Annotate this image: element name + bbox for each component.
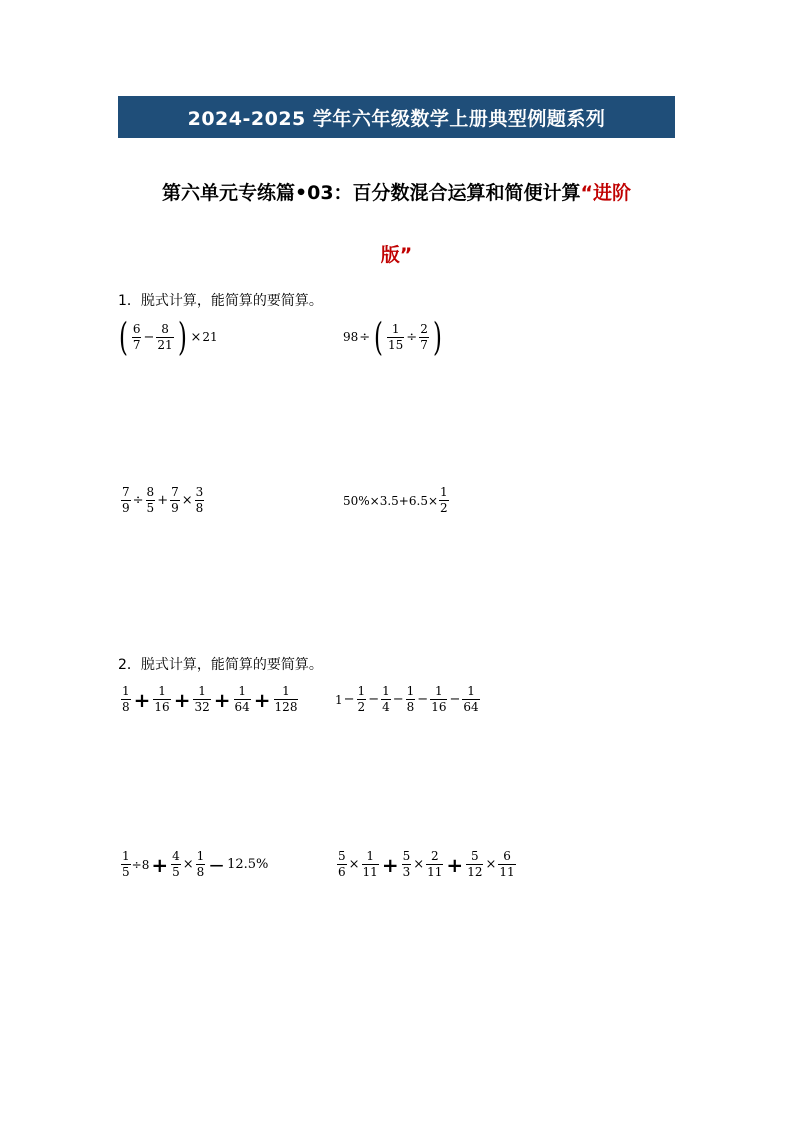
operator: + — [151, 852, 169, 877]
expression-8 — [336, 849, 517, 880]
numerator: 8 — [161, 321, 169, 336]
fraction — [121, 849, 131, 880]
term: 21 — [202, 330, 218, 344]
title-main: 第六单元专练篇•03：百分数混合运算和简便计算 — [161, 182, 581, 204]
denominator: 15 — [388, 337, 404, 352]
denominator: 8 — [122, 700, 130, 714]
fraction — [121, 485, 131, 516]
operator: ÷ — [406, 329, 418, 345]
term: 12.5% — [227, 857, 269, 872]
denominator: 64 — [463, 700, 479, 714]
operator: × — [485, 857, 497, 872]
fraction — [419, 322, 429, 353]
expression-3 — [120, 485, 205, 516]
fraction — [406, 684, 416, 715]
fraction — [498, 849, 515, 880]
operator: × — [348, 857, 360, 872]
denominator: 12 — [467, 865, 483, 879]
denominator: 9 — [122, 501, 130, 515]
fraction — [337, 849, 347, 880]
operator: + — [446, 852, 464, 877]
denominator: 7 — [420, 337, 428, 352]
denominator: 11 — [499, 865, 515, 879]
numerator: 3 — [195, 485, 204, 499]
denominator: 64 — [234, 700, 250, 714]
operator: − — [143, 329, 155, 345]
operator: × — [190, 329, 202, 345]
denominator: 11 — [362, 865, 378, 879]
expression-4 — [343, 485, 450, 516]
left-paren: ( — [118, 315, 128, 359]
operator: × — [413, 857, 425, 872]
denominator: 5 — [172, 865, 180, 879]
fraction — [357, 684, 367, 715]
numerator: 5 — [471, 849, 479, 863]
denominator: 6 — [338, 865, 346, 879]
denominator: 8 — [406, 700, 415, 714]
fraction — [170, 485, 180, 516]
worksheet-title — [118, 162, 675, 286]
numerator: 4 — [172, 849, 180, 863]
fraction — [381, 684, 391, 715]
term: ÷8 — [131, 857, 150, 872]
question-1-title: 1．脱式计算，能简算的要简算。 — [118, 293, 323, 309]
operator: − — [208, 852, 226, 877]
fraction — [171, 849, 181, 880]
title-highlight-2: 版” — [380, 244, 413, 266]
numerator: 1 — [406, 684, 415, 698]
expression-1 — [116, 315, 218, 359]
expression-5 — [120, 684, 299, 715]
fraction — [362, 849, 379, 880]
operator: − — [392, 692, 404, 707]
numerator: 1 — [282, 684, 290, 698]
numerator: 5 — [338, 849, 346, 863]
expression-2 — [343, 315, 445, 359]
term: 98 — [343, 330, 359, 344]
denominator: 5 — [122, 865, 130, 879]
operator: + — [253, 687, 271, 712]
fraction — [430, 684, 447, 715]
denominator: 16 — [154, 700, 170, 714]
title-highlight-1: “进阶 — [580, 182, 632, 204]
numerator: 8 — [146, 485, 155, 499]
numerator: 1 — [122, 849, 130, 863]
fraction — [153, 684, 170, 715]
fraction — [196, 849, 206, 880]
numerator: 2 — [430, 849, 439, 863]
fraction — [156, 322, 173, 353]
fraction — [193, 684, 210, 715]
denominator: 8 — [196, 865, 205, 879]
denominator: 16 — [431, 700, 447, 714]
fraction — [402, 849, 412, 880]
numerator: 7 — [171, 485, 179, 499]
denominator: 2 — [357, 700, 366, 714]
fraction — [462, 684, 479, 715]
numerator: 6 — [132, 321, 141, 336]
denominator: 3 — [402, 865, 411, 879]
denominator: 2 — [440, 501, 448, 515]
denominator: 7 — [132, 337, 141, 352]
denominator: 128 — [274, 700, 298, 714]
right-paren: ) — [432, 315, 442, 359]
question-2-title: 2．脱式计算，能简算的要简算。 — [118, 657, 323, 673]
numerator: 1 — [391, 321, 400, 336]
numerator: 1 — [357, 684, 366, 698]
operator: ÷ — [359, 329, 371, 345]
fraction — [234, 684, 251, 715]
fraction — [195, 485, 205, 516]
operator: + — [133, 687, 151, 712]
numerator: 1 — [382, 684, 390, 698]
series-banner: 2024-2025 学年六年级数学上册典型例题系列 — [118, 96, 675, 138]
denominator: 32 — [194, 700, 210, 714]
operator: − — [368, 692, 380, 707]
numerator: 1 — [366, 849, 374, 863]
fraction — [387, 322, 404, 353]
numerator: 1 — [122, 684, 130, 698]
operator: × — [181, 493, 193, 508]
operator: + — [381, 852, 399, 877]
fraction — [439, 485, 449, 516]
operator: + — [157, 493, 169, 508]
fraction — [466, 849, 483, 880]
term: 1 — [335, 692, 343, 707]
denominator: 11 — [427, 865, 443, 879]
term: 50%×3.5+6.5× — [343, 493, 439, 508]
right-paren: ) — [177, 315, 187, 359]
operator: + — [173, 687, 191, 712]
numerator: 1 — [158, 684, 166, 698]
denominator: 5 — [146, 501, 155, 515]
numerator: 5 — [402, 849, 411, 863]
left-paren: ( — [374, 315, 384, 359]
operator: × — [182, 857, 194, 872]
fraction — [426, 849, 443, 880]
expression-7 — [120, 849, 268, 880]
denominator: 9 — [171, 501, 179, 515]
numerator: 1 — [196, 849, 205, 863]
fraction — [132, 322, 142, 353]
operator: − — [449, 692, 461, 707]
operator: ÷ — [132, 493, 144, 508]
operator: − — [343, 692, 355, 707]
denominator: 4 — [382, 700, 390, 714]
denominator: 8 — [195, 501, 204, 515]
numerator: 1 — [440, 485, 448, 499]
fraction — [274, 684, 299, 715]
numerator: 1 — [467, 684, 475, 698]
numerator: 2 — [420, 321, 428, 336]
fraction — [121, 684, 131, 715]
numerator: 1 — [435, 684, 443, 698]
fraction — [146, 485, 156, 516]
operator: − — [417, 692, 429, 707]
numerator: 1 — [198, 684, 206, 698]
expression-6 — [335, 684, 481, 715]
denominator: 21 — [157, 337, 173, 352]
operator: + — [213, 687, 231, 712]
numerator: 7 — [122, 485, 130, 499]
numerator: 6 — [503, 849, 511, 863]
numerator: 1 — [238, 684, 246, 698]
